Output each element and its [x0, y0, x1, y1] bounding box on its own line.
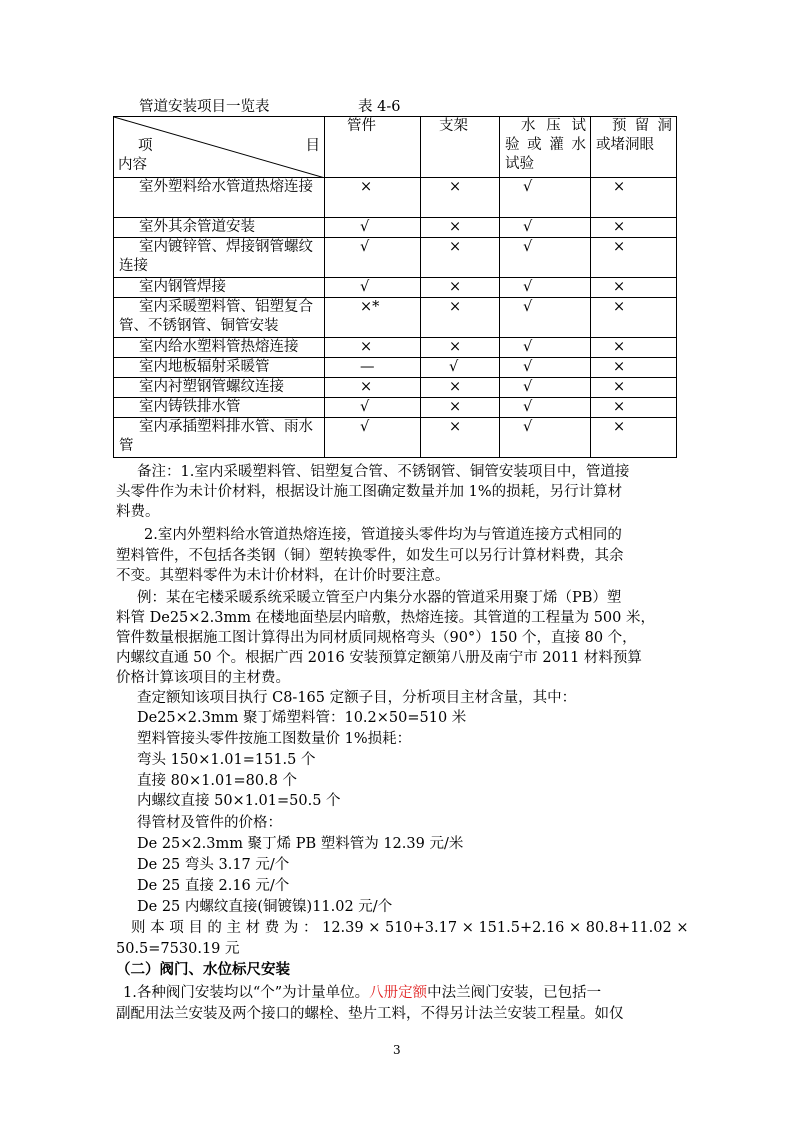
note-line: 2.室内外塑料给水管道热熔连接，管道接头零件均为与管道连接方式相同的 — [144, 527, 622, 543]
row-supports: × — [421, 398, 500, 418]
row-fittings: × — [325, 338, 421, 358]
calc-line: De 25×2.3mm 聚丁烯 PB 塑料管为 12.39 元/米 — [137, 836, 464, 852]
row-name: 室内地板辐射采暖管 — [114, 358, 325, 378]
row-reserved-hole: × — [591, 418, 677, 458]
note-line: 头零件作为未计价材料，根据设计施工图确定数量并加 1%的损耗，另行计算材 — [116, 484, 623, 500]
row-fittings: √ — [325, 278, 421, 298]
row-reserved-hole: × — [591, 298, 677, 338]
row-name: 室内给水塑料管热熔连接 — [114, 338, 325, 358]
table-number: 表 4-6 — [358, 99, 401, 115]
row-name: 室外其余管道安装 — [114, 218, 325, 238]
row-fittings: × — [325, 178, 421, 218]
row-reserved-hole: × — [591, 358, 677, 378]
row-fittings: ×* — [325, 298, 421, 338]
header-item-label-right: 目 — [305, 138, 320, 154]
row-pressure-test: √ — [500, 338, 591, 358]
row-fittings: √ — [325, 418, 421, 458]
row-pressure-test: √ — [500, 418, 591, 458]
calc-line: 塑料管接头零件按施工图数量价 1%损耗： — [137, 731, 412, 747]
section-paragraph-line: 副配用法兰安装及两个接口的螺栓、垫片工料，不得另计法兰安装工程量。如仅 — [116, 1006, 624, 1022]
row-pressure-test: √ — [500, 378, 591, 398]
row-name: 室内镀锌管、焊接钢管螺纹连接 — [114, 238, 325, 278]
row-name: 室内铸铁排水管 — [114, 398, 325, 418]
note-line: 不变。其塑料零件为未计价材料，在计价时要注意。 — [116, 568, 450, 584]
section-heading: （二）阀门、水位标尺安装 — [116, 962, 290, 978]
row-pressure-test: √ — [500, 218, 591, 238]
paragraph-text: 中法兰阀门安装，已包括一 — [427, 985, 602, 1001]
example-line: 价格计算该项目的主材费。 — [116, 670, 290, 686]
row-name: 室外塑料给水管道热熔连接 — [114, 178, 325, 218]
header-content-label: 内容 — [118, 157, 147, 173]
note-line: 料费。 — [116, 504, 160, 520]
example-line: 料管 De25×2.3mm 在楼地面垫层内暗敷，热熔连接。其管道的工程量为 500 米， — [116, 610, 655, 626]
calc-line: 查定额知该项目执行 C8-165 定额子目，分析项目主材含量，其中： — [137, 690, 577, 706]
note-line: 塑料管件，不包括各类钢（铜）塑转换零件，如发生可以另行计算材料费，其余 — [116, 548, 624, 564]
row-pressure-test: √ — [500, 238, 591, 278]
header-supports: 支架 — [421, 117, 500, 178]
row-reserved-hole: × — [591, 378, 677, 398]
row-reserved-hole: × — [591, 218, 677, 238]
row-name: 室内承插塑料排水管、雨水管 — [114, 418, 325, 458]
row-reserved-hole: × — [591, 238, 677, 278]
table-title: 管道安装项目一览表 — [139, 99, 270, 115]
row-supports: × — [421, 238, 500, 278]
row-reserved-hole: × — [591, 278, 677, 298]
example-line: 管件数量根据施工图计算得出为同材质同规格弯头（90°）150 个，直接 80 个， — [116, 630, 637, 646]
row-supports: × — [421, 178, 500, 218]
paragraph-text: 1.各种阀门安装均以“个”为计量单位。 — [123, 985, 370, 1001]
row-fittings: × — [325, 378, 421, 398]
section-paragraph-line — [123, 983, 601, 1003]
row-name: 室内采暖塑料管、铝塑复合管、不锈钢管、铜管安装 — [114, 298, 325, 338]
note-line: 备注：1.室内采暖塑料管、铝塑复合管、不锈钢管、铜管安装项目中，管道接 — [137, 464, 630, 480]
header-pressure-test: 水压试 验或灌水 试验 — [500, 117, 591, 178]
highlighted-text: 八册定额 — [369, 985, 428, 1001]
calc-line: 弯头 150×1.01=151.5 个 — [137, 752, 316, 768]
calc-line: De 25 弯头 3.17 元/个 — [137, 857, 290, 873]
header-item-label: 项 — [138, 138, 153, 154]
calc-line: 内螺纹直接 50×1.01=50.5 个 — [137, 793, 341, 809]
total-line: 50.5=7530.19 元 — [116, 941, 240, 957]
calc-line: 得管材及管件的价格： — [137, 815, 282, 831]
row-fittings: — — [325, 358, 421, 378]
calc-line: De 25 内螺纹直接(铜镀镍)11.02 元/个 — [137, 899, 393, 915]
row-supports: × — [421, 338, 500, 358]
row-supports: × — [421, 298, 500, 338]
row-name: 室内衬塑钢管螺纹连接 — [114, 378, 325, 398]
calc-line: 直接 80×1.01=80.8 个 — [137, 773, 298, 789]
header-reserved-hole: 预留洞 或堵洞眼 — [591, 117, 677, 178]
row-supports: × — [421, 278, 500, 298]
total-line: 则 本 项 目 的 主 材 费 为 ： 12.39 × 510+3.17 × 151.5+2.16 × 80.8+11.02 × — [131, 920, 689, 936]
calc-line: De25×2.3mm 聚丁烯塑料管：10.2×50=510 米 — [137, 710, 467, 726]
row-supports: √ — [421, 358, 500, 378]
row-fittings: √ — [325, 218, 421, 238]
row-pressure-test: √ — [500, 358, 591, 378]
row-reserved-hole: × — [591, 338, 677, 358]
row-reserved-hole: × — [591, 398, 677, 418]
row-pressure-test: √ — [500, 298, 591, 338]
row-supports: × — [421, 218, 500, 238]
row-fittings: √ — [325, 238, 421, 278]
row-pressure-test: √ — [500, 398, 591, 418]
row-fittings: √ — [325, 398, 421, 418]
calc-line: De 25 直接 2.16 元/个 — [137, 878, 290, 894]
row-pressure-test: √ — [500, 278, 591, 298]
row-name: 室内钢管焊接 — [114, 278, 325, 298]
row-reserved-hole: × — [591, 178, 677, 218]
example-line: 内螺纹直通 50 个。根据广西 2016 安装预算定额第八册及南宁市 2011 材料预算 — [116, 650, 642, 666]
page-number: 3 — [393, 1043, 401, 1057]
example-line: 例：某在宅楼采暖系统采暖立管至户内集分水器的管道采用聚丁烯（PB）塑 — [137, 590, 622, 606]
row-pressure-test: √ — [500, 178, 591, 218]
header-fittings: 管件 — [325, 117, 421, 178]
row-supports: × — [421, 378, 500, 398]
row-supports: × — [421, 418, 500, 458]
